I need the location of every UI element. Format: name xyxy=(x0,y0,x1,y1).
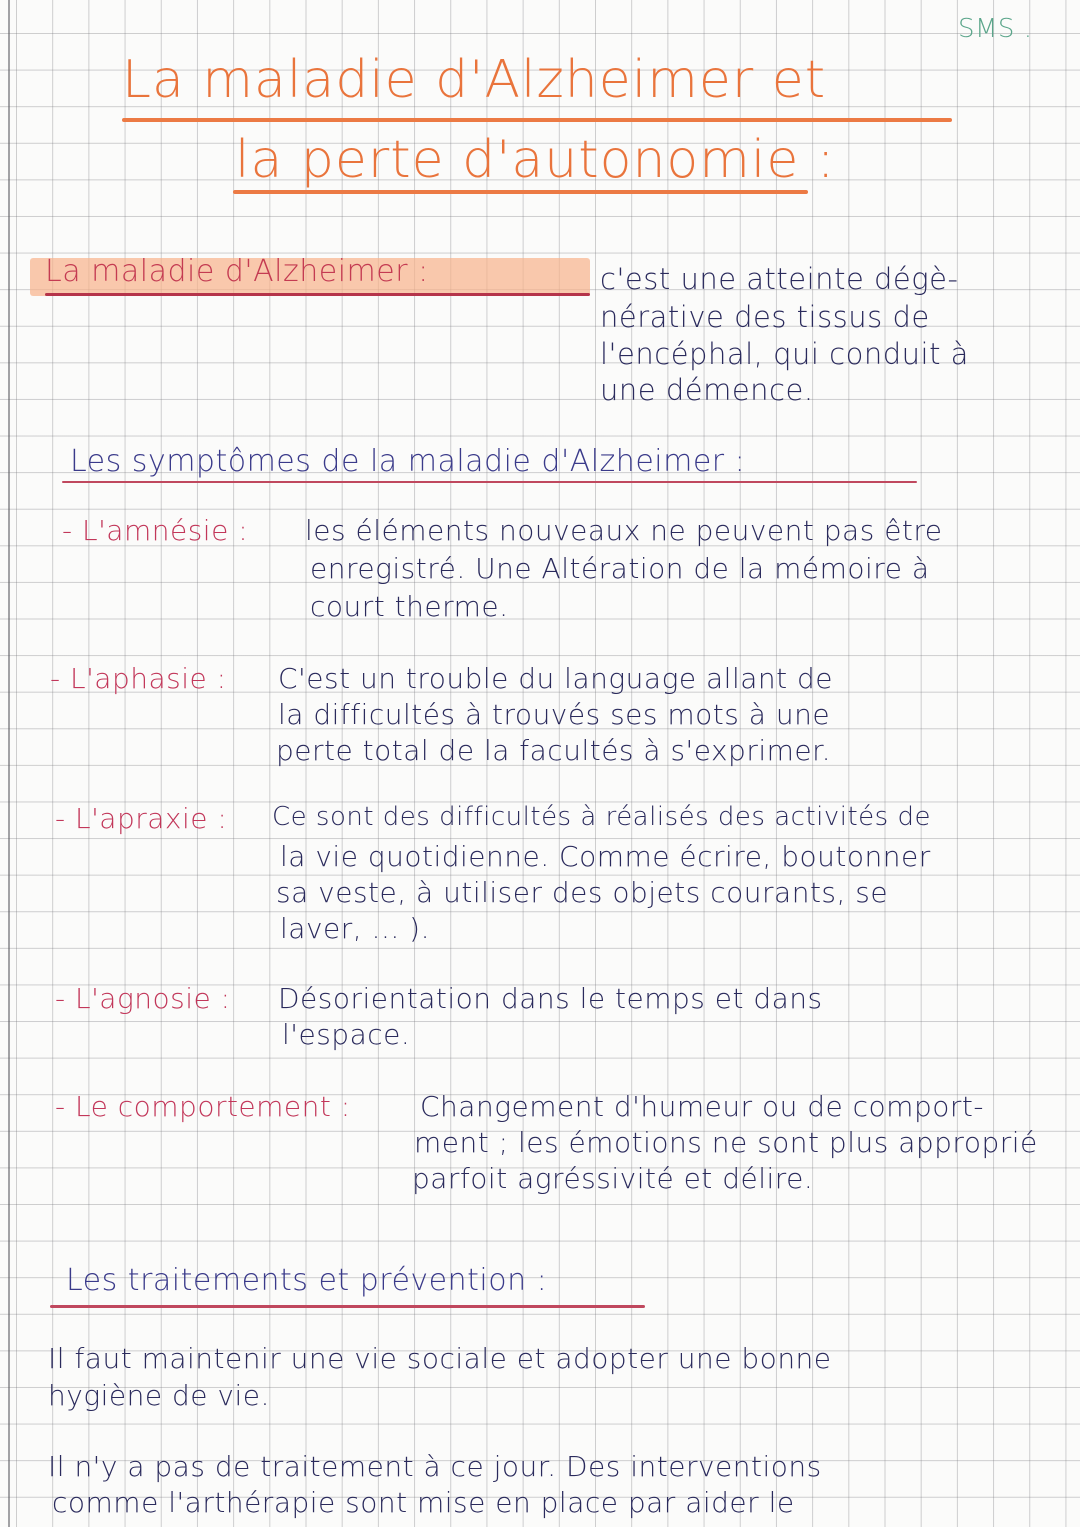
page-title-line-2: la perte d'autonomie : xyxy=(235,130,836,190)
symptom-text-line: Désorientation dans le temps et dans xyxy=(278,982,823,1015)
page-title-line-1: La maladie d'Alzheimer et xyxy=(122,50,827,110)
notebook-margin-line xyxy=(8,0,10,1527)
definition-line: l'encéphal, qui conduit à xyxy=(600,337,969,371)
symptoms-heading-underline xyxy=(62,481,917,483)
symptom-text-line: Ce sont des difficultés à réalisés des activités de xyxy=(272,802,931,832)
treatment-paragraph-line: Il faut maintenir une vie sociale et adopter une bonne xyxy=(48,1342,832,1375)
symptom-text-line: ment ; les émotions ne sont plus approprié xyxy=(414,1126,1038,1159)
definition-line: nérative des tissus de xyxy=(600,300,930,334)
symptom-text-line: laver, ... ). xyxy=(280,912,430,945)
title-underline-1 xyxy=(122,118,952,122)
treatment-heading-underline xyxy=(50,1305,645,1308)
treatment-paragraph-line: Il n'y a pas de traitement à ce jour. Des interventions xyxy=(48,1450,822,1483)
definition-line: c'est une atteinte dégè- xyxy=(600,262,959,296)
symptom-text-line: les éléments nouveaux ne peuvent pas être xyxy=(305,514,943,547)
symptom-text-line: enregistré. Une Altération de la mémoire à xyxy=(310,552,930,585)
symptom-text-line: sa veste, à utiliser des objets courants, se xyxy=(276,876,889,909)
symptom-text-line: court therme. xyxy=(310,590,509,623)
symptom-text-line: la vie quotidienne. Comme écrire, boutonner xyxy=(280,840,931,873)
definition-term: La maladie d'Alzheimer : xyxy=(45,254,429,289)
title-underline-2 xyxy=(233,190,808,194)
treatment-paragraph-line: comme l'arthérapie sont mise en place par aider le xyxy=(52,1486,795,1519)
symptom-text-line: Changement d'humeur ou de comport- xyxy=(420,1090,984,1123)
symptom-text-line: la difficultés à trouvés ses mots à une xyxy=(278,698,831,731)
symptom-text-line: perte total de la facultés à s'exprimer. xyxy=(276,734,831,767)
symptoms-heading: Les symptômes de la maladie d'Alzheimer : xyxy=(70,444,746,479)
symptom-text-line: C'est un trouble du language allant de xyxy=(278,662,834,695)
symptom-term-amnesie: - L'amnésie : xyxy=(62,514,249,547)
symptom-term-aphasie: - L'aphasie : xyxy=(50,662,227,695)
definition-line: une démence. xyxy=(600,373,814,407)
definition-underline xyxy=(45,293,590,296)
author-initials: SMS . xyxy=(958,14,1033,44)
symptom-text-line: l'espace. xyxy=(282,1018,411,1051)
treatment-paragraph-line: hygiène de vie. xyxy=(48,1379,270,1412)
treatment-heading: Les traitements et prévention : xyxy=(66,1263,548,1298)
symptom-term-comportement: - Le comportement : xyxy=(55,1090,351,1123)
symptom-term-agnosie: - L'agnosie : xyxy=(55,982,231,1015)
symptom-text-line: parfoit agréssivité et délire. xyxy=(412,1162,814,1195)
symptom-term-apraxie: - L'apraxie : xyxy=(55,802,228,835)
